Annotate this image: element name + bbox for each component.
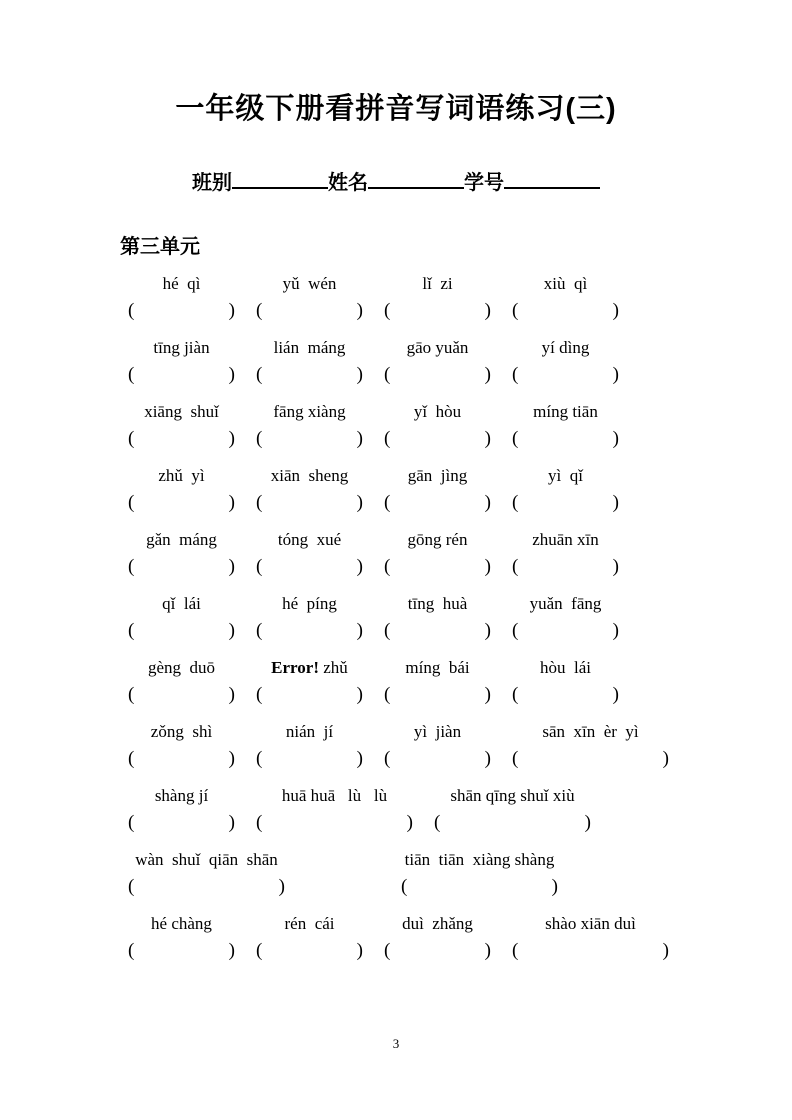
word-group (253, 718, 366, 773)
word-group (125, 526, 238, 581)
open-paren: ( (128, 492, 135, 513)
pinyin-text: gǎn máng (146, 530, 217, 549)
pinyin-text: gān jìng (407, 466, 468, 485)
word-group (381, 910, 494, 965)
class-label: 班别 (192, 172, 232, 194)
word-group (253, 782, 416, 837)
pinyin-text: Error! zhǔ (271, 658, 348, 677)
word-group (253, 526, 366, 581)
word-group (509, 270, 622, 325)
error-field-text: Error! (271, 658, 320, 677)
word-group (509, 526, 622, 581)
close-paren: ) (228, 940, 235, 961)
pinyin-text: yǔ wén (282, 274, 337, 293)
pinyin-text: shān qīng shuǐ xiù (450, 786, 575, 805)
page-number: 3 (392, 1036, 400, 1051)
answer-blank[interactable] (125, 873, 288, 901)
open-paren: ( (128, 300, 135, 321)
word-group (253, 590, 366, 645)
pinyin-text: yuǎn fāng (529, 594, 602, 613)
answer-blank[interactable] (381, 425, 494, 453)
word-group (253, 334, 366, 389)
pinyin-row (125, 718, 685, 773)
answer-blank[interactable] (509, 361, 622, 389)
open-paren: ( (384, 556, 391, 577)
pinyin-text: qǐ lái (162, 594, 201, 613)
pinyin-text: hòu lái (540, 658, 591, 677)
close-paren: ) (278, 876, 285, 897)
pinyin-text: míng tiān (533, 402, 598, 421)
answer-blank[interactable] (509, 489, 622, 517)
close-paren: ) (228, 300, 235, 321)
pinyin-text: tīng jiàn (153, 338, 210, 357)
answer-blank[interactable] (381, 553, 494, 581)
pinyin-text: tóng xué (277, 530, 342, 549)
pinyin-row (125, 590, 685, 645)
word-group (509, 718, 672, 773)
pinyin-text: zhuān xīn (532, 530, 599, 549)
answer-blank[interactable] (509, 745, 672, 773)
answer-blank[interactable] (381, 297, 494, 325)
word-group (381, 718, 494, 773)
answer-blank[interactable] (509, 937, 672, 965)
word-group (381, 654, 494, 709)
close-paren: ) (356, 300, 363, 321)
close-paren: ) (356, 748, 363, 769)
word-group (509, 334, 622, 389)
answer-blank[interactable] (509, 425, 622, 453)
section-heading: 第三单元 (120, 236, 200, 258)
open-paren: ( (128, 940, 135, 961)
word-group (125, 270, 238, 325)
close-paren: ) (356, 684, 363, 705)
close-paren: ) (484, 748, 491, 769)
pinyin-text: yí dìng (541, 338, 590, 357)
word-group (125, 398, 238, 453)
page-title: 一年级下册看拼音写词语练习(三) (175, 93, 617, 125)
close-paren: ) (228, 748, 235, 769)
close-paren: ) (612, 556, 619, 577)
answer-blank[interactable] (253, 297, 366, 325)
word-group (253, 398, 366, 453)
word-group (253, 910, 366, 965)
pinyin-text: yì qǐ (548, 466, 583, 485)
close-paren: ) (662, 940, 669, 961)
pinyin-text: xiù qì (543, 274, 588, 293)
close-paren: ) (662, 748, 669, 769)
pinyin-text: sān xīn èr yì (542, 722, 639, 741)
close-paren: ) (228, 364, 235, 385)
answer-blank[interactable] (381, 617, 494, 645)
answer-blank[interactable] (253, 681, 366, 709)
close-paren: ) (484, 428, 491, 449)
word-group (125, 910, 238, 965)
answer-blank[interactable] (125, 745, 238, 773)
answer-blank[interactable] (125, 617, 238, 645)
word-group (509, 910, 672, 965)
answer-blank[interactable] (381, 745, 494, 773)
student-id-label: 学号 (464, 172, 504, 194)
open-paren: ( (256, 684, 263, 705)
pinyin-text: tiān tiān xiàng shàng (404, 850, 555, 869)
answer-blank[interactable] (253, 617, 366, 645)
word-group (253, 654, 366, 709)
open-paren: ( (256, 940, 263, 961)
open-paren: ( (512, 364, 519, 385)
answer-blank[interactable] (253, 425, 366, 453)
open-paren: ( (512, 428, 519, 449)
pinyin-text: shàng jí (154, 786, 209, 805)
open-paren: ( (256, 620, 263, 641)
word-group (398, 846, 561, 901)
open-paren: ( (128, 620, 135, 641)
close-paren: ) (228, 812, 235, 833)
word-group (509, 654, 622, 709)
pinyin-text: rén cái (284, 914, 335, 933)
pinyin-text: zǒng shì (150, 722, 213, 741)
word-group (125, 782, 238, 837)
open-paren: ( (256, 428, 263, 449)
word-group (381, 270, 494, 325)
pinyin-row (125, 526, 685, 581)
close-paren: ) (356, 620, 363, 641)
close-paren: ) (484, 684, 491, 705)
open-paren: ( (401, 876, 408, 897)
worksheet-rows (125, 270, 685, 965)
close-paren: ) (484, 620, 491, 641)
close-paren: ) (612, 620, 619, 641)
pinyin-text: yì jiàn (413, 722, 462, 741)
pinyin-text: hé qì (162, 274, 201, 293)
pinyin-row (125, 334, 685, 389)
close-paren: ) (612, 684, 619, 705)
close-paren: ) (484, 556, 491, 577)
pinyin-text: gōng rén (407, 530, 468, 549)
open-paren: ( (512, 556, 519, 577)
pinyin-text: míng bái (405, 658, 470, 677)
open-paren: ( (384, 684, 391, 705)
open-paren: ( (256, 364, 263, 385)
answer-blank[interactable] (509, 297, 622, 325)
close-paren: ) (356, 492, 363, 513)
answer-blank[interactable] (253, 809, 416, 837)
open-paren: ( (384, 748, 391, 769)
name-field[interactable] (368, 171, 464, 189)
pinyin-text: gāo yuǎn (406, 338, 469, 357)
open-paren: ( (384, 364, 391, 385)
close-paren: ) (612, 428, 619, 449)
close-paren: ) (406, 812, 413, 833)
word-group (125, 590, 238, 645)
pinyin-row (125, 398, 685, 453)
answer-blank[interactable] (125, 297, 238, 325)
answer-blank[interactable] (509, 553, 622, 581)
open-paren: ( (128, 556, 135, 577)
answer-blank[interactable] (125, 809, 238, 837)
word-group (253, 270, 366, 325)
close-paren: ) (228, 492, 235, 513)
pinyin-text: yǐ hòu (413, 402, 462, 421)
close-paren: ) (551, 876, 558, 897)
close-paren: ) (484, 492, 491, 513)
pinyin-row (125, 782, 685, 837)
open-paren: ( (512, 940, 519, 961)
pinyin-row (125, 910, 685, 965)
answer-blank[interactable] (381, 681, 494, 709)
word-group (509, 398, 622, 453)
answer-blank[interactable] (253, 361, 366, 389)
word-group (253, 462, 366, 517)
pinyin-text: nián jí (285, 722, 334, 741)
pinyin-text: tīng huà (407, 594, 468, 613)
answer-blank[interactable] (125, 489, 238, 517)
word-group (381, 462, 494, 517)
answer-blank[interactable] (509, 617, 622, 645)
open-paren: ( (128, 364, 135, 385)
open-paren: ( (256, 492, 263, 513)
answer-blank[interactable] (253, 745, 366, 773)
close-paren: ) (228, 620, 235, 641)
pinyin-text: zhǔ yì (158, 466, 205, 485)
word-group (125, 654, 238, 709)
open-paren: ( (384, 940, 391, 961)
word-group (509, 590, 622, 645)
close-paren: ) (356, 940, 363, 961)
close-paren: ) (356, 556, 363, 577)
class-field[interactable] (232, 171, 328, 189)
open-paren: ( (256, 812, 263, 833)
open-paren: ( (128, 428, 135, 449)
word-group (381, 398, 494, 453)
close-paren: ) (612, 492, 619, 513)
open-paren: ( (256, 556, 263, 577)
word-group (509, 462, 622, 517)
open-paren: ( (256, 300, 263, 321)
word-group (381, 334, 494, 389)
close-paren: ) (584, 812, 591, 833)
open-paren: ( (384, 620, 391, 641)
open-paren: ( (512, 748, 519, 769)
open-paren: ( (384, 492, 391, 513)
answer-blank[interactable] (253, 937, 366, 965)
close-paren: ) (228, 556, 235, 577)
answer-blank[interactable] (125, 361, 238, 389)
pinyin-text: fāng xiàng (273, 402, 346, 421)
word-group (125, 462, 238, 517)
answer-blank[interactable] (398, 873, 561, 901)
name-label: 姓名 (328, 172, 368, 194)
close-paren: ) (612, 300, 619, 321)
open-paren: ( (256, 748, 263, 769)
word-group (125, 718, 238, 773)
pinyin-text: huā huā lù lù (281, 786, 388, 805)
pinyin-text: gèng duō (147, 658, 216, 677)
open-paren: ( (128, 812, 135, 833)
word-group (125, 334, 238, 389)
answer-blank[interactable] (431, 809, 594, 837)
answer-blank[interactable] (125, 553, 238, 581)
close-paren: ) (484, 364, 491, 385)
close-paren: ) (484, 940, 491, 961)
word-group (431, 782, 594, 837)
open-paren: ( (128, 876, 135, 897)
close-paren: ) (228, 684, 235, 705)
pinyin-text: shào xiān duì (545, 914, 636, 933)
pinyin-row (125, 270, 685, 325)
close-paren: ) (228, 428, 235, 449)
open-paren: ( (128, 684, 135, 705)
open-paren: ( (384, 428, 391, 449)
answer-blank[interactable] (125, 681, 238, 709)
answer-blank[interactable] (509, 681, 622, 709)
word-group (125, 846, 288, 901)
answer-blank[interactable] (381, 489, 494, 517)
answer-blank[interactable] (381, 361, 494, 389)
pinyin-row (125, 846, 685, 901)
answer-blank[interactable] (381, 937, 494, 965)
pinyin-row (125, 462, 685, 517)
pinyin-text: hé píng (282, 594, 337, 613)
word-group (381, 590, 494, 645)
close-paren: ) (356, 364, 363, 385)
open-paren: ( (512, 300, 519, 321)
pinyin-row (125, 654, 685, 709)
pinyin-text: lián máng (273, 338, 346, 357)
open-paren: ( (128, 748, 135, 769)
close-paren: ) (484, 300, 491, 321)
open-paren: ( (384, 300, 391, 321)
pinyin-text: duì zhǎng (402, 914, 473, 933)
close-paren: ) (356, 428, 363, 449)
open-paren: ( (512, 492, 519, 513)
answer-blank[interactable] (253, 489, 366, 517)
pinyin-text: xiān sheng (270, 466, 349, 485)
answer-blank[interactable] (125, 937, 238, 965)
word-group (381, 526, 494, 581)
answer-blank[interactable] (253, 553, 366, 581)
pinyin-text: lǐ zi (422, 274, 453, 293)
student-info-line (0, 170, 792, 196)
student-id-field[interactable] (504, 171, 600, 189)
pinyin-text: xiāng shuǐ (144, 402, 219, 421)
close-paren: ) (612, 364, 619, 385)
pinyin-text: hé chàng (151, 914, 212, 933)
pinyin-text: wàn shuǐ qiān shān (135, 850, 278, 869)
answer-blank[interactable] (125, 425, 238, 453)
open-paren: ( (512, 684, 519, 705)
open-paren: ( (434, 812, 441, 833)
open-paren: ( (512, 620, 519, 641)
